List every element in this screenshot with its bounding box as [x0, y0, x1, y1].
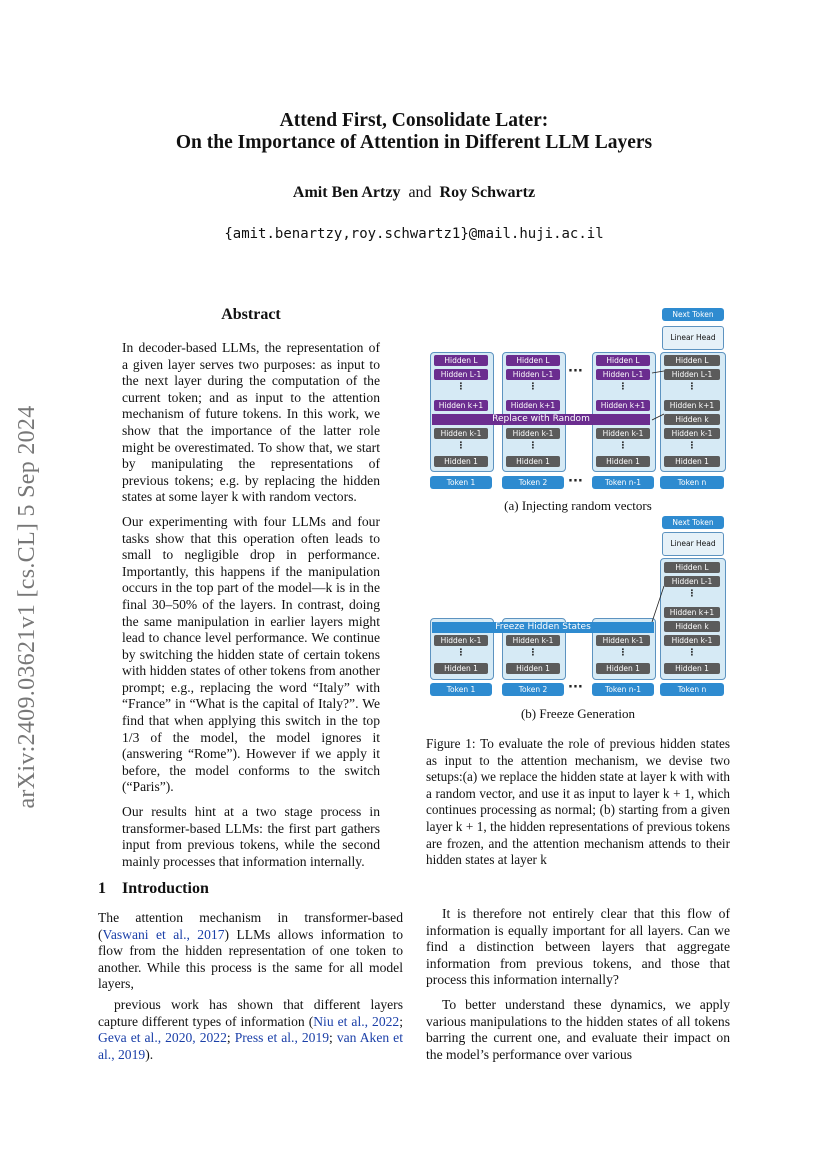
hidden-1-box: Hidden 1 [596, 456, 650, 467]
section-heading [98, 880, 209, 898]
hidden-1-box: Hidden 1 [596, 663, 650, 674]
hidden-k-1-box: Hidden k-1 [506, 635, 560, 646]
vdots-icon: ⋮ [687, 441, 697, 451]
paper-title-line1: Attend First, Consolidate Later: [279, 110, 549, 131]
section-title: Introduction [122, 880, 209, 897]
hidden-L-box: Hidden L [506, 355, 560, 366]
token-2-box: Token 2 [502, 683, 564, 696]
figure-caption: Figure 1: To evaluate the role of previous hidden states as input to the attention mechanism, we devise two setups:(a) we replace the hidden state at layer k with with a random vector, and use it as input to layer k + 1, which continues processing as normal; (b) starting from a given layer k + 1, the hidden representations of previous tokens are frozen, and the attention mechanism attends to their hidden states at layer k [426, 736, 730, 868]
hidden-1-box: Hidden 1 [664, 663, 720, 674]
hidden-L-1-box: Hidden L-1 [664, 369, 720, 380]
hidden-k-1-box: Hidden k-1 [506, 428, 560, 439]
vdots-icon: ⋮ [456, 648, 466, 658]
author-1: Amit Ben Artzy [292, 184, 401, 201]
hidden-k-1-box: Hidden k-1 [434, 428, 488, 439]
authors [0, 184, 828, 202]
hidden-k-1-box: Hidden k-1 [596, 428, 650, 439]
hidden-k-plus-1-box: Hidden k+1 [664, 400, 720, 411]
intro-right-paragraph-1: It is therefore not entirely clear that this flow of information is equally important for all layers. Can we find a distinction between layers that aggregate information from previous tokens, and those that process this information internally? [426, 906, 730, 988]
ellipsis-icon: ··· [568, 680, 583, 695]
hidden-k-1-box: Hidden k-1 [664, 428, 720, 439]
hidden-k-plus-1-box: Hidden k+1 [664, 607, 720, 618]
next-token-box: Next Token [662, 516, 724, 529]
vdots-icon: ⋮ [456, 382, 466, 392]
intro-paragraph-2 [98, 997, 403, 1063]
author-email: {amit.benartzy,roy.schwartz1}@mail.huji.ac.il [224, 226, 604, 242]
intro-p1-text-a: The attention mechanism in transformer-based ( [98, 910, 403, 942]
intro-left-column [98, 910, 403, 1071]
token-n-box: Token n [660, 683, 724, 696]
figure-a-caption: (a) Injecting random vectors [504, 498, 652, 513]
vdots-icon: ⋮ [618, 648, 628, 658]
intro-p2-text-b: ). [145, 1046, 154, 1062]
abstract-body [122, 340, 380, 878]
abstract-paragraph-1: In decoder-based LLMs, the representation of a given layer serves two purposes: as input to the next layer during the computation of the current token; and as input to the attention mechanism of future tokens. In this work, we show that the importance of the latter role might be overestimated. To show that, we start by manipulating the representations of previous tokens; e.g. by replacing the hidden states at some layer k with random vectors. [122, 340, 380, 505]
intro-p2-text-a: previous work has shown that different layers capture different types of information ( [98, 996, 403, 1029]
hidden-k-plus-1-box: Hidden k+1 [506, 400, 560, 411]
next-token-box: Next Token [662, 308, 724, 321]
hidden-k-plus-1-box: Hidden k+1 [434, 400, 488, 411]
hidden-L-1-box: Hidden L-1 [664, 576, 720, 587]
author-2: Roy Schwartz [439, 184, 536, 201]
citation-vaswani[interactable]: Vaswani et al., 2017 [102, 926, 225, 942]
attention-arrow [648, 584, 668, 624]
hidden-1-box: Hidden 1 [506, 663, 560, 674]
token-n-1-box: Token n-1 [592, 683, 654, 696]
citation-press[interactable]: Press et al., 2019 [234, 1030, 330, 1046]
token-2-box: Token 2 [502, 476, 564, 489]
citation-geva[interactable]: Geva et al., 2020, 2022 [98, 1030, 227, 1046]
vdots-icon: ⋮ [687, 382, 697, 392]
intro-right-column [426, 906, 730, 1071]
hidden-k-1-box: Hidden k-1 [596, 635, 650, 646]
hidden-k-1-box: Hidden k-1 [664, 635, 720, 646]
figure-a [426, 306, 730, 506]
arxiv-identifier: arXiv:2409.03621v1 [cs.CL] 5 Sep 2024 [14, 405, 40, 809]
intro-p2-sep-1: ; [399, 1013, 403, 1029]
hidden-L-box: Hidden L [664, 355, 720, 366]
hidden-1-box: Hidden 1 [506, 456, 560, 467]
abstract-paragraph-3: Our results hint at a two stage process in transformer-based LLMs: the first part gathers input from previous tokens, while the second mainly processes that information internally. [122, 804, 380, 869]
vdots-icon: ⋮ [528, 382, 538, 392]
intro-p1-text-b: ) LLMs allows information to flow from the hidden representation of one token to another. While this process is the same for all model layers, [98, 926, 403, 992]
abstract-heading: Abstract [221, 306, 281, 323]
intro-paragraph-1 [98, 910, 403, 993]
vdots-icon: ⋮ [687, 648, 697, 658]
intro-right-paragraph-2: To better understand these dynamics, we apply various manipulations to the hidden states of all tokens barring the current one, and evaluate their impact on the model’s performance over various [426, 996, 730, 1062]
hidden-L-box: Hidden L [664, 562, 720, 573]
linear-head-box: Linear Head [662, 326, 724, 350]
token-1-box: Token 1 [430, 683, 492, 696]
vdots-icon: ⋮ [528, 441, 538, 451]
vdots-icon: ⋮ [456, 441, 466, 451]
hidden-k-box: Hidden k [664, 414, 720, 425]
paper-title-line2: On the Importance of Attention in Different LLM Layers [175, 132, 653, 153]
vdots-icon: ⋮ [618, 382, 628, 392]
token-1-box: Token 1 [430, 476, 492, 489]
token-n-1-box: Token n-1 [592, 476, 654, 489]
hidden-1-box: Hidden 1 [664, 456, 720, 467]
hidden-L-1-box: Hidden L-1 [434, 369, 488, 380]
abstract-paragraph-2: Our experimenting with four LLMs and four tasks show that this operation often leads to small to negligible drop in performance. Importantly, this happens if the manipulation occurs in the top part of the model—k is in the final 30–50% of the layers. In contrast, doing the same manipulation in earlier layers might lead to chance level performance. We continue by switching the hidden state of certain tokens with hidden states of other tokens from another prompt; e.g., replacing the word “Italy” with “France” in “What is the capital of Italy?”. We find that when applying this switch in the top 1/3 of the model, the model ignores it (answering “Rome”). However if we apply it before, the model conforms to the switch (“Paris”). [122, 513, 380, 795]
hidden-k-1-box: Hidden k-1 [434, 635, 488, 646]
citation-niu[interactable]: Niu et al., 2022 [313, 1013, 400, 1029]
hidden-L-1-box: Hidden L-1 [596, 369, 650, 380]
replace-with-random-band: Replace with Random [432, 414, 650, 425]
ellipsis-icon: ··· [568, 364, 583, 379]
figure-b [426, 514, 730, 704]
figure-b-caption: (b) Freeze Generation [520, 706, 636, 721]
hidden-k-box: Hidden k [664, 621, 720, 632]
vdots-icon: ⋮ [618, 441, 628, 451]
vdots-icon: ⋮ [687, 589, 697, 599]
hidden-L-1-box: Hidden L-1 [506, 369, 560, 380]
freeze-hidden-states-band: Freeze Hidden States [432, 622, 654, 633]
hidden-L-box: Hidden L [596, 355, 650, 366]
token-n-box: Token n [660, 476, 724, 489]
linear-head-box: Linear Head [662, 532, 724, 556]
citation-van-aken[interactable]: van Aken et al., 2019 [98, 1030, 403, 1062]
intro-p2-sep-3: ; [329, 1030, 337, 1046]
attention-arrows [650, 370, 666, 426]
author-and: and [408, 184, 432, 201]
arxiv-sidebar [14, 372, 54, 842]
hidden-1-box: Hidden 1 [434, 456, 488, 467]
hidden-L-box: Hidden L [434, 355, 488, 366]
section-number: 1 [98, 880, 106, 897]
vdots-icon: ⋮ [528, 648, 538, 658]
ellipsis-icon: ··· [568, 474, 583, 489]
hidden-1-box: Hidden 1 [434, 663, 488, 674]
intro-p2-sep-2: ; [226, 1030, 235, 1046]
hidden-k-plus-1-box: Hidden k+1 [596, 400, 650, 411]
